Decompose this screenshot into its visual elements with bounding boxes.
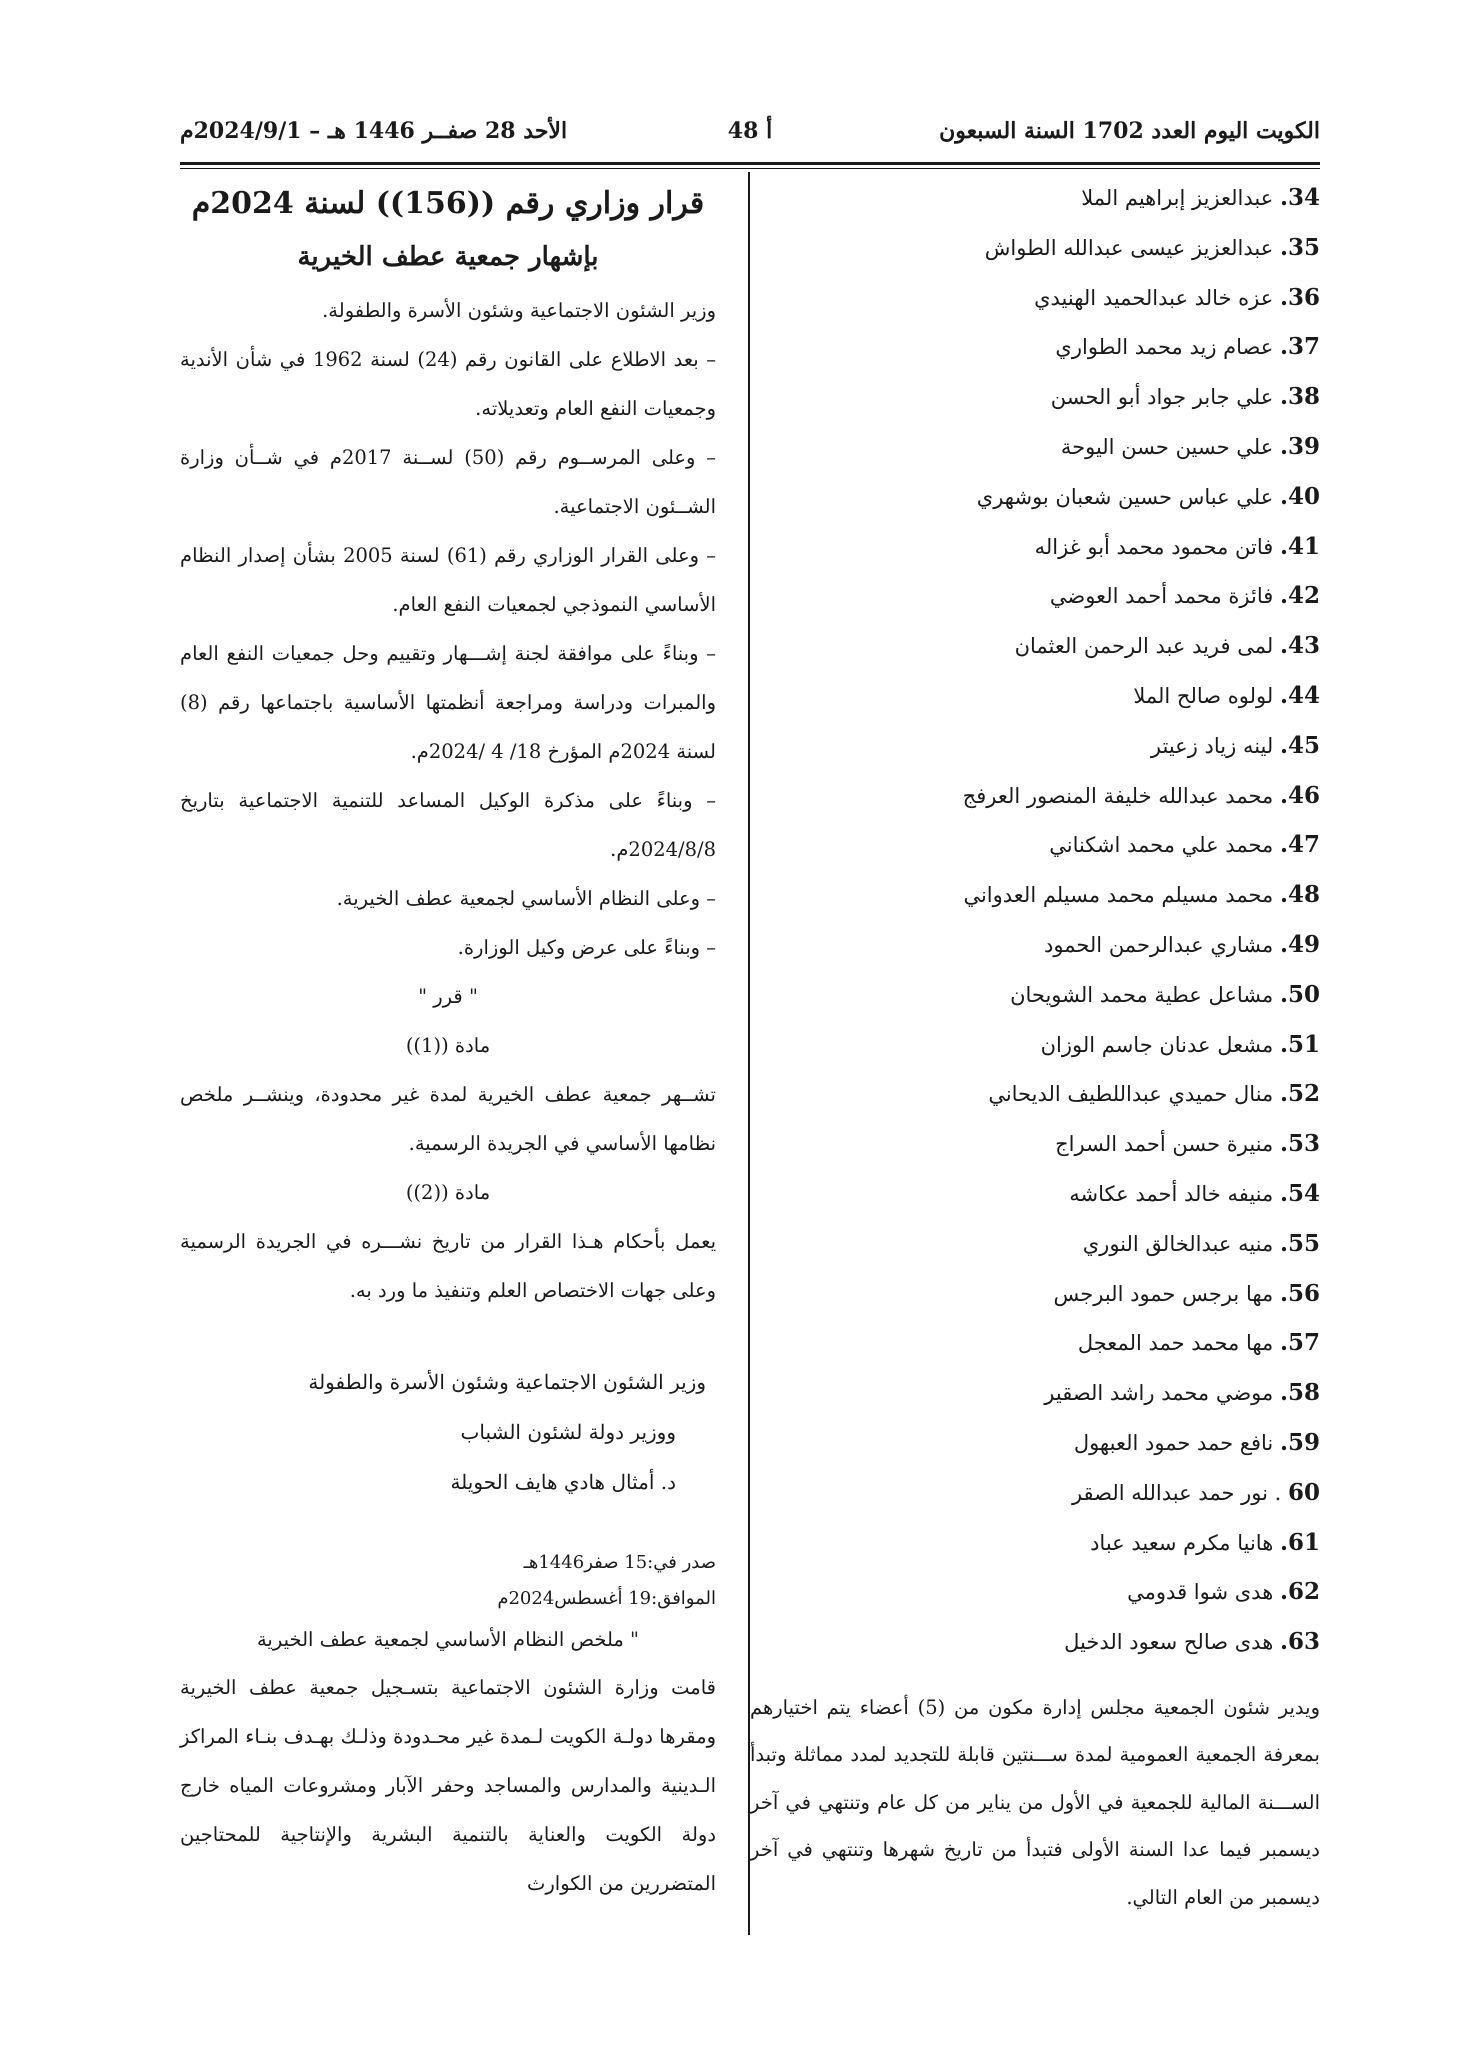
member-list-item bbox=[750, 1325, 1320, 1375]
member-name: هدى شوا قدومي bbox=[1127, 1580, 1274, 1605]
member-number: 36. bbox=[1279, 283, 1320, 311]
member-number: 40. bbox=[1279, 482, 1320, 510]
member-number: 39. bbox=[1279, 432, 1320, 460]
member-name: فائزة محمد أحمد العوضي bbox=[1049, 584, 1274, 609]
member-number: 45. bbox=[1279, 731, 1320, 759]
article-1-text: تشــهر جمعية عطف الخيرية لمدة غير محدودة، وينشــر ملخص نظامها الأساسي في الجريدة الرسمية. bbox=[180, 1083, 716, 1155]
member-number: 34. bbox=[1279, 184, 1320, 211]
member-number: 46. bbox=[1279, 781, 1320, 809]
member-number: 55. bbox=[1279, 1229, 1320, 1257]
member-name: عبدالعزيز إبراهيم الملا bbox=[1081, 186, 1274, 210]
member-list-item bbox=[750, 1226, 1320, 1276]
member-list-item bbox=[750, 1574, 1320, 1624]
decided-heading: " قرر " bbox=[418, 985, 478, 1008]
right-column bbox=[750, 180, 1320, 1941]
member-name: منيرة حسن أحمد السراج bbox=[1055, 1132, 1274, 1157]
member-list-item bbox=[750, 578, 1320, 628]
member-name: عبدالعزيز عيسى عبدالله الطواش bbox=[984, 235, 1274, 260]
member-list-item bbox=[750, 329, 1320, 379]
preamble-3: – وعلى القرار الوزاري رقم (61) لسنة 2005 بشأن إصدار النظام الأساسي النموذجي لجمعيات النفع العام. bbox=[180, 544, 716, 616]
member-name: مشعل عدنان جاسم الوزان bbox=[1040, 1032, 1274, 1057]
member-number: 47. bbox=[1279, 831, 1320, 859]
member-number: 49. bbox=[1279, 930, 1320, 958]
member-number: 42. bbox=[1279, 582, 1320, 610]
member-list-item bbox=[750, 778, 1320, 828]
member-name: علي عباس حسين شعبان بوشهري bbox=[976, 484, 1274, 509]
member-list-item bbox=[750, 1624, 1320, 1674]
member-name: عصام زيد محمد الطواري bbox=[1055, 335, 1274, 360]
member-number: 63. bbox=[1279, 1628, 1320, 1656]
member-list-item bbox=[750, 1525, 1320, 1575]
member-name: محمد مسيلم محمد مسيلم العدواني bbox=[963, 883, 1274, 908]
preamble-7: – وبناءً على عرض وكيل الوزارة. bbox=[457, 936, 716, 959]
minister-line: وزير الشئون الاجتماعية وشئون الأسرة والطفولة. bbox=[322, 299, 716, 322]
member-list-item bbox=[750, 977, 1320, 1027]
member-number: 61. bbox=[1279, 1528, 1320, 1556]
member-number: 57. bbox=[1279, 1329, 1320, 1357]
article-1-title: مادة ((1)) bbox=[405, 1034, 491, 1057]
member-list bbox=[750, 180, 1320, 1674]
member-name: لولوه صالح الملا bbox=[1133, 683, 1274, 708]
member-number: 48. bbox=[1279, 881, 1320, 909]
member-list-item bbox=[750, 1276, 1320, 1326]
member-name: مشاعل عطية محمد الشويحان bbox=[1010, 982, 1274, 1007]
member-name: منال حميدي عبداللطيف الديحاني bbox=[988, 1082, 1274, 1107]
member-name: نافع حمد حمود العبهول bbox=[1073, 1430, 1274, 1455]
board-paragraph: ويدير شئون الجمعية مجلس إدارة مكون من (5) أعضاء يتم اختيارهم بمعرفة الجمعية العمومية لمدة ســـنتين قابلة للتجديد لمدد مماثلة وتبدأ الســـنة المالية للجمعية في الأول من يناير من كل عام وتنتهي في آخر ديسمبر فيما عدا السنة الأولى فتبدأ من تاريخ شهرها وتنتهي في آخر ديسمبر من العام التالي. bbox=[750, 1695, 1320, 1909]
page-header bbox=[180, 118, 1320, 158]
corresponding-date: الموافق:19 أغسطس2024م bbox=[497, 1588, 716, 1609]
member-number: 37. bbox=[1279, 333, 1320, 361]
member-name: عزه خالد عبدالحميد الهنيدي bbox=[1034, 285, 1274, 310]
member-name: لمى فريد عبد الرحمن العثمان bbox=[1014, 634, 1274, 659]
header-date: الأحد 28 صفــر 1446 هـ – 2024/9/1م bbox=[180, 118, 568, 144]
member-number: 35. bbox=[1279, 233, 1320, 261]
member-name: . نور حمد عبدالله الصقر bbox=[1071, 1480, 1282, 1505]
member-name: علي جابر جواد أبو الحسن bbox=[1050, 385, 1274, 410]
member-number: 52. bbox=[1279, 1080, 1320, 1108]
member-list-item bbox=[750, 1176, 1320, 1226]
header-rule bbox=[180, 162, 1320, 165]
member-name: هدى صالح سعود الدخيل bbox=[1064, 1630, 1274, 1655]
member-name: موضي محمد راشد الصقير bbox=[1044, 1381, 1274, 1406]
member-list-item bbox=[750, 1425, 1320, 1475]
member-number: 41. bbox=[1279, 532, 1320, 560]
member-number: 56. bbox=[1279, 1279, 1320, 1307]
member-name: محمد علي محمد اشكناني bbox=[1049, 833, 1274, 858]
member-list-item bbox=[750, 1475, 1320, 1525]
member-name: مها برجس حمود البرجس bbox=[1053, 1281, 1274, 1306]
member-list-item bbox=[750, 628, 1320, 678]
left-column bbox=[180, 180, 716, 1908]
article-2-title: مادة ((2)) bbox=[405, 1181, 491, 1204]
member-list-item bbox=[750, 927, 1320, 977]
signature-title-1: وزير الشئون الاجتماعية وشئون الأسرة والطفولة bbox=[308, 1370, 706, 1394]
member-list-item bbox=[750, 1076, 1320, 1126]
member-list-item bbox=[750, 280, 1320, 330]
member-number: 50. bbox=[1279, 980, 1320, 1008]
member-number: 51. bbox=[1279, 1030, 1320, 1058]
header-issue: الكويت اليوم العدد 1702 السنة السبعون bbox=[939, 118, 1320, 144]
member-list-item bbox=[750, 877, 1320, 927]
issued-date: صدر في:15 صفر1446هـ bbox=[523, 1552, 716, 1573]
article-2-text: يعمل بأحكام هـذا القرار من تاريخ نشـــره في الجريدة الرسمية وعلى جهات الاختصاص العلم وتنفيذ ما ورد به. bbox=[180, 1230, 716, 1302]
summary-title: " ملخص النظام الأساسي لجمعية عطف الخيرية bbox=[256, 1628, 640, 1651]
preamble-4: – وبناءً على موافقة لجنة إشـــهار وتقييم وحل جمعيات النفع العام والمبرات ودراسة ومراجعة أنظمتها الأساسية باجتماعها رقم (8) لسنة 2024م المؤرخ 18/ 4 /2024م. bbox=[180, 642, 716, 763]
member-list-item bbox=[750, 1126, 1320, 1176]
member-list-item bbox=[750, 728, 1320, 778]
header-rule-thin bbox=[180, 168, 1320, 169]
member-name: منيه عبدالخالق النوري bbox=[1082, 1231, 1274, 1256]
member-name: منيفه خالد أحمد عكاشه bbox=[1069, 1181, 1274, 1206]
member-list-item bbox=[750, 1027, 1320, 1077]
member-number: 53. bbox=[1279, 1130, 1320, 1158]
member-number: 54. bbox=[1279, 1179, 1320, 1207]
signature-name: د. أمثال هادي هايف الحويلة bbox=[450, 1470, 676, 1494]
member-number: 43. bbox=[1279, 632, 1320, 660]
member-name: مشاري عبدالرحمن الحمود bbox=[1044, 932, 1274, 957]
member-number: 44. bbox=[1279, 681, 1320, 709]
member-list-item bbox=[750, 1375, 1320, 1425]
preamble-5: – وبناءً على مذكرة الوكيل المساعد للتنمية الاجتماعية بتاريخ 2024/8/8م. bbox=[180, 789, 716, 861]
member-list-item bbox=[750, 827, 1320, 877]
member-number: 60 bbox=[1287, 1478, 1320, 1506]
preamble-6: – وعلى النظام الأساسي لجمعية عطف الخيرية. bbox=[336, 887, 716, 910]
member-number: 38. bbox=[1279, 383, 1320, 411]
member-name: علي حسين حسن اليوحة bbox=[1060, 434, 1274, 459]
member-name: مها محمد حمد المعجل bbox=[1077, 1331, 1274, 1356]
member-number: 59. bbox=[1279, 1428, 1320, 1456]
member-number: 58. bbox=[1279, 1379, 1320, 1407]
member-list-item bbox=[750, 529, 1320, 579]
summary-text: قامت وزارة الشئون الاجتماعية بتسـجيل جمعية عطف الخيرية ومقرها دولـة الكويت لـمدة غير محـدودة وذلـك بهـدف بنـاء المراكز الـدينية والمدارس والمساجد وحفر الآبار ومشروعات المياه خارج دولة الكويت والعناية بالتنمية البشرية والإنتاجية للمحتاجين المتضررين من الكوارث bbox=[180, 1676, 716, 1895]
member-number: 62. bbox=[1279, 1578, 1320, 1606]
member-name: لينه زياد زعيتر bbox=[1150, 733, 1274, 758]
member-list-item bbox=[750, 230, 1320, 280]
member-list-item bbox=[750, 479, 1320, 529]
member-name: فاتن محمود محمد أبو غزاله bbox=[1034, 534, 1274, 559]
preamble-2: – وعلى المرســوم رقم (50) لســنة 2017م في شــأن وزارة الشــئون الاجتماعية. bbox=[180, 446, 717, 518]
decree-subtitle: بإشهار جمعية عطف الخيرية bbox=[297, 242, 599, 272]
page-number: أ 48 bbox=[727, 118, 773, 144]
member-list-item bbox=[750, 678, 1320, 728]
member-list-item bbox=[750, 180, 1320, 230]
preamble-1: – بعد الاطلاع على القانون رقم (24) لسنة 1962 في شأن الأندية وجمعيات النفع العام وتعديلاته. bbox=[180, 348, 716, 420]
member-name: هانيا مكرم سعيد عباد bbox=[1090, 1530, 1274, 1555]
signature-title-2: ووزير دولة لشئون الشباب bbox=[460, 1420, 676, 1444]
member-list-item bbox=[750, 379, 1320, 429]
decree-title: قرار وزاري رقم ((156)) لسنة 2024م bbox=[191, 186, 705, 221]
member-list-item bbox=[750, 429, 1320, 479]
member-name: محمد عبدالله خليفة المنصور العرفج bbox=[962, 783, 1274, 808]
